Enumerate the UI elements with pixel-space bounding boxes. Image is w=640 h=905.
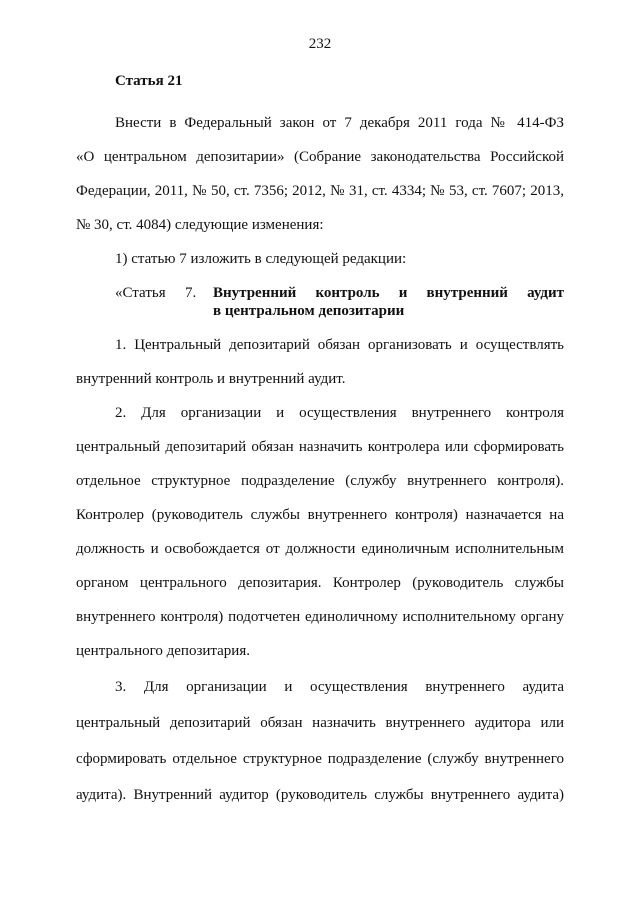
para-1-line-1: 1. Центральный депозитарий обязан организовать и осуществлять (115, 337, 564, 353)
para-1-line-2: внутренний контроль и внутренний аудит. (76, 371, 346, 387)
para-3-line-3: сформировать отдельное структурное подразделение (службу внутреннего (76, 751, 564, 767)
intro-line-3: Федерации, 2011, № 50, ст. 7356; 2012, № 31, ст. 4334; № 53, ст. 7607; 2013, (76, 183, 564, 199)
article-7-label: «Статья (115, 285, 166, 301)
para-2-line-7: внутреннего контроля) подотчетен единоличному исполнительному органу (76, 609, 564, 625)
para-2-line-5: должность и освобождается от должности единоличным исполнительным (76, 541, 564, 557)
page-number: 232 (308, 36, 332, 52)
para-2-line-8: центрального депозитария. (76, 643, 250, 659)
para-2-line-3: отдельное структурное подразделение (службу внутреннего контроля). (76, 473, 564, 489)
para-3-line-1: 3. Для организации и осуществления внутреннего аудита (115, 679, 564, 695)
intro-line-2: «О центральном депозитарии» (Собрание законодательства Российской (76, 149, 564, 165)
para-3-line-2: центральный депозитарий обязан назначить внутреннего аудитора или (76, 715, 564, 731)
para-2-line-2: центральный депозитарий обязан назначить контролера или сформировать (76, 439, 564, 455)
item-1: 1) статью 7 изложить в следующей редакции: (115, 251, 407, 267)
para-2-line-4: Контролер (руководитель службы внутреннего контроля) назначается на (76, 507, 564, 523)
article-heading: Статья 21 (115, 73, 183, 89)
intro-line-1: Внести в Федеральный закон от 7 декабря 2011 года № 414-ФЗ (115, 115, 564, 131)
intro-line-4: № 30, ст. 4084) следующие изменения: (76, 217, 324, 233)
para-3-line-4: аудита). Внутренний аудитор (руководитель службы внутреннего аудита) (76, 787, 564, 803)
article-7-title-line-1: Внутренний контроль и внутренний аудит (213, 285, 564, 301)
para-2-line-6: органом центрального депозитария. Контролер (руководитель службы (76, 575, 564, 591)
para-2-line-1: 2. Для организации и осуществления внутреннего контроля (115, 405, 564, 421)
article-7-title-line-2: в центральном депозитарии (213, 303, 405, 319)
article-7-number: 7. (185, 285, 197, 301)
